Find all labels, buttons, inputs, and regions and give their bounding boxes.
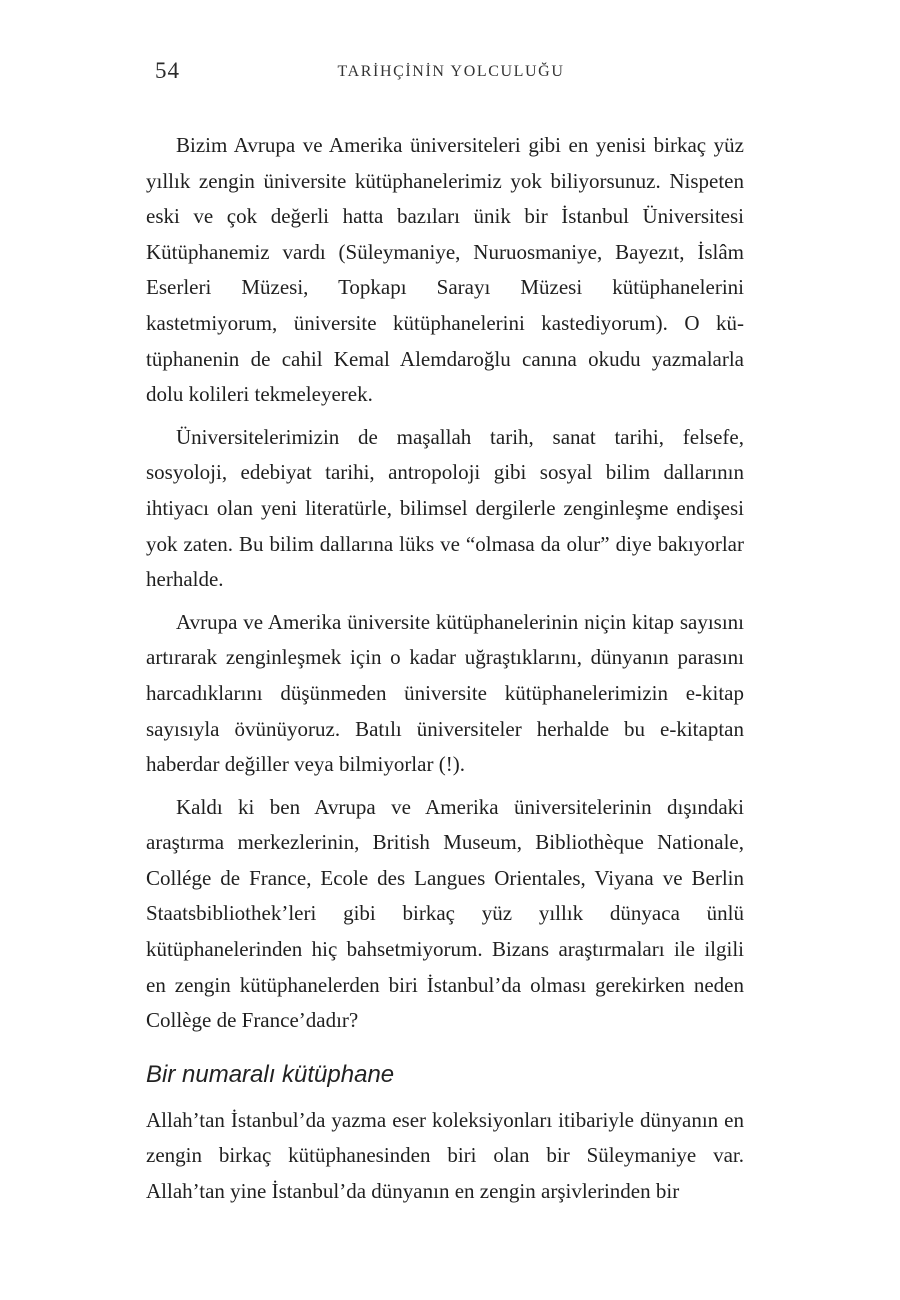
paragraph: Kaldı ki ben Avrupa ve Amerika üniversitelerinin dışındaki araştırma merkezlerinin, British Museum, Bibliothèque Nationale, Collége de France, Ecole des Langues Orientales, Viyana ve Berlin Staatsbibliothek’leri gibi birkaç yüz yıllık dünyaca ünlü kütüphanelerinden hiç bahsetmiyorum. Bizans araştırmaları ile ilgili en zengin kütüphanelerden biri İstanbul’da olması gerekirken neden Collège de France’dadır? <box>146 794 744 1033</box>
body-text <box>146 128 744 1210</box>
section-heading: Bir numaralı kütüphane <box>146 1060 395 1088</box>
paragraph: Üniversitelerimizin de maşallah tarih, sanat tarihi, felsefe, sosyoloji, edebiyat tarihi, antropoloji gibi sosyal bilim dallarının ihtiyacı olan yeni literatürle, bilimsel dergilerle zenginleşme endişesi yok zaten. Bu bilim dallarına lüks ve “olmasa da olur” diye bakıyorlar herhalde. <box>146 424 744 592</box>
page-header <box>155 58 747 92</box>
paragraph: Bizim Avrupa ve Amerika üniversiteleri gibi en yenisi birkaç yüz yıllık zengin üniversite kütüphanelerimiz yok biliyorsunuz. Nispeten eski ve çok değerli hatta bazıları ünik bir İstanbul Üniversitesi Kütüphanemiz vardı (Süleymaniye, Nuruosmaniye, Bayezıt, İslâm Eserleri Müzesi, Topkapı Sarayı Müzesi kütüphanelerini kastetmiyorum, üniversite kütüphanelerini kastediyorum). O kütüphanenin de cahil Kemal Alemdaroğlu canına okudu yazmalarla dolu kolileri tekmeleyerek. <box>146 133 744 407</box>
page-number: 54 <box>155 58 180 83</box>
running-title: TARİHÇİNİN YOLCULUĞU <box>337 63 565 80</box>
paragraph: Avrupa ve Amerika üniversite kütüphanelerinin niçin kitap sayısını artırarak zenginleşmek için o kadar uğraştıklarını, dünyanın parasını harcadıklarını düşünmeden üniversite kütüphanelerimizin e-kitap sayısıyla övünüyoruz. Batılı üniversiteler herhalde bu e-kitaptan haberdar değiller veya bilmiyorlar (!). <box>146 609 744 777</box>
section-paragraph: Allah’tan İstanbul’da yazma eser koleksiyonları itibariyle dünyanın en zengin birkaç kütüphanesinden biri olan bir Süleymaniye var. Allah’tan yine İstanbul’da dünyanın en zengin arşivlerinden bir <box>146 1107 744 1204</box>
